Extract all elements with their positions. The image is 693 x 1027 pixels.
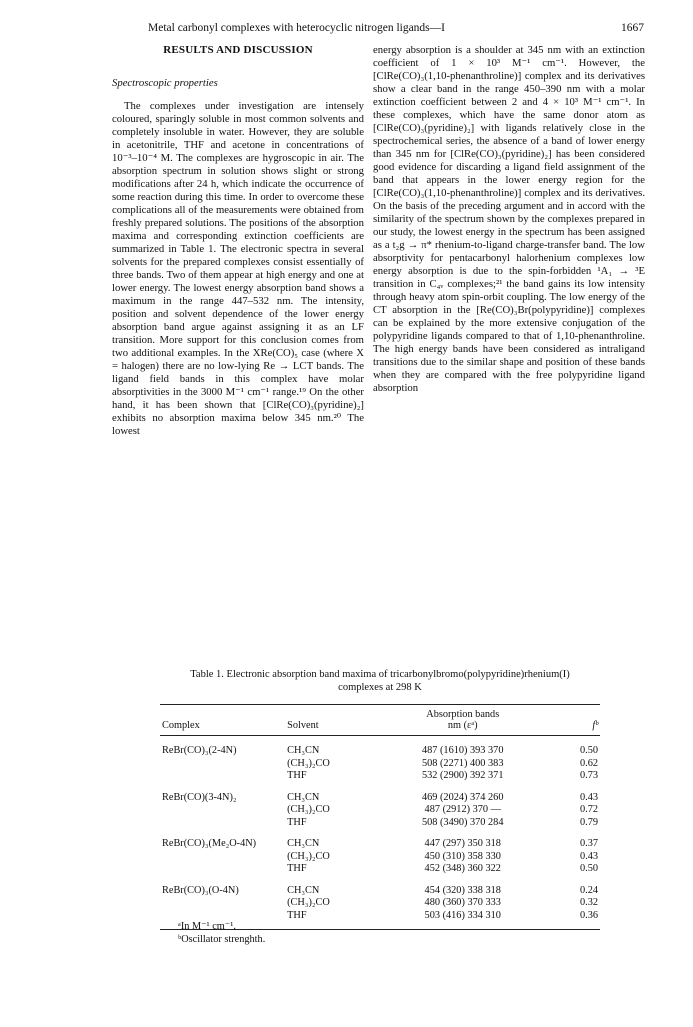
table-footnotes [178,920,265,946]
cell-solvent: CH₃CN [287,838,320,849]
header-bands [385,705,540,736]
cell-solvent: (CH₃)₂CO [287,804,330,815]
table-row [160,829,600,851]
cell-f: 0.50 [579,863,598,874]
cell-bands: 503 (416) 334 310 [424,909,501,921]
cell-solvent: THF [287,770,307,781]
table-row [160,817,600,830]
left-column [112,44,364,438]
table-row [160,851,600,864]
table-row [160,876,600,898]
table-row [160,783,600,805]
cell-f: 0.24 [579,884,598,896]
header-bands-line1: Absorption bands [426,709,500,720]
cell-bands: 532 (2900) 392 371 [421,770,504,781]
table-row [160,863,600,876]
table-caption: Table 1. Electronic absorption band maxima of tricarbonylbromo(polypyridine)rhenium(I) complexes at 298 K [190,669,570,693]
cell-complex: ReBr(CO)(3-4N)₂ [162,791,237,803]
cell-f: 0.72 [579,804,598,815]
cell-complex: ReBr(CO)₃(Me₂O-4N) [162,838,257,849]
table-row [160,758,600,771]
cell-solvent: (CH₃)₂CO [287,897,330,908]
cell-solvent: THF [287,909,307,921]
cell-bands: 454 (320) 338 318 [424,884,501,896]
cell-bands: 447 (297) 350 318 [424,838,501,849]
cell-f: 0.73 [579,770,598,781]
table-row [160,897,600,910]
cell-f: 0.62 [579,757,598,769]
footnote-a: ᵃIn M⁻¹ cm⁻¹. [178,921,236,932]
header-f: fᵇ [592,720,598,731]
cell-solvent: CH₃CN [287,745,320,756]
right-column [373,44,645,395]
cell-bands: 487 (1610) 393 370 [421,745,504,756]
cell-bands: 508 (3490) 370 284 [421,816,504,828]
cell-bands: 508 (2271) 400 383 [421,757,504,769]
data-table [160,705,600,930]
cell-complex: ReBr(CO)₃(2-4N) [162,745,237,756]
cell-bands: 487 (2912) 370 — [424,804,501,815]
running-title: Metal carbonyl complexes with heterocyclic nitrogen ligands—I [148,22,445,34]
table-body [160,736,600,931]
paragraph: energy absorption is a shoulder at 345 nm with an extinction coefficient of 1 × 10³ M⁻¹ cm⁻¹. However, the [ClRe(CO)₃(1,10-phenanthroline)] complex and its derivatives show a clear band in the range 450–390 nm with a molar extinction coefficient between 2 and 4 × 10³ M⁻¹ cm⁻¹. In these complexes, which have the same donor atom as [ClRe(CO)₃(pyridine)₂] with ligands relatively close in the spectrochemical series, the absence of a band of lower energy than 345 nm for [ClRe(CO)₃(pyridine)₂] has been considered good evidence for discarding a ligand field assignment of the band that appears in the lower energy region for the [ClRe(CO)₃(1,10-phenanthroline)] complex and its derivatives. On the basis of the preceding argument and in accord with the similarity of the spectrum shown by the complexes prepared in our study, the lowest energy in the spectrum has been assigned as a t₂g → π* rhenium-to-ligand charge-transfer band. The low absorptivity for pentacarbonyl halorhenium complexes low energy absorption is due to the spin-forbidden ¹A₁ → ³E transition in C₄ᵥ complexes;²¹ the band gains its low intensity through heavy atom spin-orbit coupling. The low energy of the CT absorption in the [Re(CO)₃Br(polypyridine)] complexes can be explained by the more extensive conjugation of the polypyridine ligands compared to that of 1,10-phenanthroline. The high energy bands have been considered as intraligand transitions due to the similar shape and position of these bands when they are compared with the free polypyridine ligand absorption [373,44,645,394]
cell-bands: 450 (310) 358 330 [424,850,501,862]
cell-solvent: CH₃CN [287,791,320,803]
cell-solvent: (CH₃)₂CO [287,757,330,769]
table-header-row [160,705,600,736]
table-1 [160,668,600,930]
cell-solvent: THF [287,863,307,874]
cell-bands: 469 (2024) 374 260 [421,791,504,803]
cell-f: 0.43 [579,791,598,803]
subsection-heading: Spectroscopic properties [112,77,218,89]
table-row [160,804,600,817]
table-row [160,770,600,783]
cell-f: 0.43 [579,850,598,862]
cell-bands: 480 (360) 370 333 [424,897,501,908]
cell-solvent: THF [287,816,307,828]
section-heading: RESULTS AND DISCUSSION [163,44,313,56]
cell-f: 0.36 [579,909,598,921]
cell-f: 0.50 [579,745,598,756]
cell-solvent: CH₃CN [287,884,320,896]
footnote-b: ᵇOscillator strenghth. [178,934,266,945]
header-bands-line2: nm (εᵃ) [447,720,478,731]
cell-f: 0.32 [579,897,598,908]
cell-f: 0.79 [579,816,598,828]
page-number: 1667 [621,22,644,34]
cell-f: 0.37 [579,838,598,849]
table-row [160,736,600,758]
paragraph: The complexes under investigation are intensely coloured, sparingly soluble in most common solvents and completely insoluble in water. However, they are soluble in acetonitrile, THF and acetone in concentrations of 10⁻³–10⁻⁴ M. The complexes are hygroscopic in air. The absorption spectrum in solution shows slight or strong modifications after 24 h, which indicate the occurrence of some reaction during this time. In order to overcome these complications all of the measurements were obtained from freshly prepared solutions. The positions of the absorption maxima and corresponding extinction coefficients are summarized in Table 1. The electronic spectra in several solvents for the prepared complexes consist essentially of three bands. Two of them appear at high energy and one at lower energy. The lowest energy absorption band shows a maximum in the range 447–532 nm. The intensity, position and solvent dependence of the lower energy absorption band argue against assigning it as an LF transition. More support for this conclusion comes from two additional examples. In the XRe(CO)₅ case (where X = halogen) there are no low-lying Re → LCT bands. The ligand field bands in this complex have molar absorptivities in the 3000 M⁻¹ cm⁻¹ range.¹⁹ On the other hand, it has been shown that [ClRe(CO)₃(pyridine)₂] exhibits no absorption maxima below 345 nm.²⁰ The lowest [112,100,364,437]
cell-solvent: (CH₃)₂CO [287,850,330,862]
header-solvent: Solvent [287,720,319,731]
header-complex: Complex [162,720,200,731]
cell-bands: 452 (348) 360 322 [424,863,501,874]
cell-complex: ReBr(CO)₃(O-4N) [162,884,239,896]
